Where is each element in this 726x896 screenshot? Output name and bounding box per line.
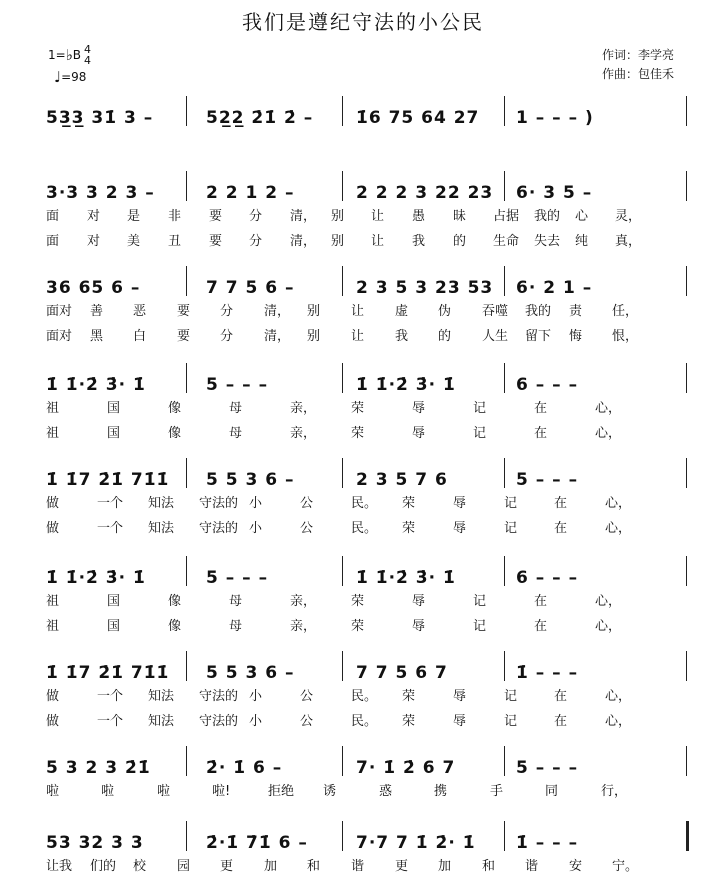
lyric-word: 小 [249, 689, 263, 704]
lyric-word: 辱 [412, 426, 426, 441]
lyric-word: 悔 [569, 329, 583, 344]
lyric-word: 非 [168, 209, 182, 224]
measure: 6 – – – [516, 568, 579, 588]
lyric-word: 记 [504, 496, 518, 511]
lyric-word: 加 [264, 859, 278, 874]
lyric-word: 愚 [412, 209, 426, 224]
lyric-word: 在 [554, 496, 568, 511]
lyric-word: 占据 [493, 209, 520, 224]
lyric-word: 丑 [168, 234, 182, 249]
lyric-word: 记 [504, 689, 518, 704]
lyric-word: 亲， [290, 401, 317, 416]
lyric-word: 让 [351, 304, 365, 319]
measure: 5 5 3 6 – [206, 470, 295, 490]
lyric-word: 在 [534, 619, 548, 634]
barline [504, 96, 505, 126]
lyric-word: 吞噬 [482, 304, 509, 319]
lyric-word: 国 [107, 594, 121, 609]
lyric-word: 面 [46, 234, 60, 249]
lyric-word: 我 [395, 329, 409, 344]
lyric-word: 母 [229, 401, 243, 416]
lyric-word: 像 [168, 619, 182, 634]
lyric-word: 让 [351, 329, 365, 344]
measure: 1̇ – – – [516, 663, 579, 683]
lyric-word: 真， [615, 234, 642, 249]
barline [686, 556, 687, 586]
lyric-word: 安 [569, 859, 583, 874]
lyric-word: 一个 [97, 521, 124, 536]
lyric-word: 辱 [453, 496, 467, 511]
barline [686, 746, 687, 776]
lyric-word: 荣 [351, 426, 365, 441]
lyric-word: 守法的 [199, 496, 239, 511]
lyric-word: 心， [605, 521, 632, 536]
lyric-word: 别 [307, 304, 321, 319]
lyric-line [46, 422, 696, 442]
lyric-line [46, 300, 696, 320]
measure: 3·3 3 2 3 – [46, 183, 155, 203]
lyric-word: 记 [473, 619, 487, 634]
lyric-word: 要 [209, 234, 223, 249]
lyric-word: 谐 [351, 859, 365, 874]
lyric-word: 谐 [525, 859, 539, 874]
lyric-word: 啦 [101, 784, 115, 799]
barline [686, 821, 689, 851]
barline [342, 96, 343, 126]
lyric-word: 公 [300, 714, 314, 729]
lyricist: 作词：李学亮 [601, 48, 674, 62]
lyric-word: 一个 [97, 714, 124, 729]
barline [186, 266, 187, 296]
measure: 1 – – – ) [516, 108, 594, 128]
barline [186, 171, 187, 201]
lyric-word: 辱 [453, 689, 467, 704]
lyric-word: 的 [453, 234, 467, 249]
measure: 5 5 3 6 – [206, 663, 295, 683]
barline [504, 171, 505, 201]
barline [342, 821, 343, 851]
barline [342, 266, 343, 296]
lyric-line [46, 517, 696, 537]
measure: 1̇ 1̇7 2̇1̇ 71̇1̇ [46, 470, 170, 490]
lyric-word: 国 [107, 426, 121, 441]
time-top: 4 [84, 43, 92, 56]
notation-line [46, 367, 696, 395]
lyric-word: 亲， [290, 619, 317, 634]
lyric-word: 让我 [46, 859, 73, 874]
measure: 1̇ 1̇7 2̇1̇ 71̇1̇ [46, 663, 170, 683]
lyric-word: 守法的 [199, 714, 239, 729]
lyric-word: 记 [473, 594, 487, 609]
quarter-note-icon: ♩ [54, 68, 62, 86]
barline [504, 821, 505, 851]
measure: 1̇6 75 64 27 [356, 108, 480, 128]
lyric-word: 一个 [97, 689, 124, 704]
lyric-word: 携 [434, 784, 448, 799]
lyric-word: 祖 [46, 594, 60, 609]
lyric-word: 亲， [290, 594, 317, 609]
lyric-word: 荣 [402, 496, 416, 511]
lyric-word: 心， [605, 496, 632, 511]
notation-line [46, 462, 696, 490]
lyric-word: 留下 [525, 329, 552, 344]
lyric-word: 惑 [379, 784, 393, 799]
barline [504, 651, 505, 681]
barline [504, 556, 505, 586]
time-signature [84, 44, 91, 66]
lyric-line [46, 230, 696, 250]
lyric-word: 清， [264, 304, 291, 319]
lyric-word: 公 [300, 496, 314, 511]
lyric-word: 分 [220, 329, 234, 344]
lyric-word: 面对 [46, 329, 73, 344]
lyric-word: 美 [127, 234, 141, 249]
barline [186, 556, 187, 586]
lyric-word: 公 [300, 689, 314, 704]
barline [686, 458, 687, 488]
lyric-word: 小 [249, 496, 263, 511]
lyric-word: 像 [168, 594, 182, 609]
lyric-word: 失去 [534, 234, 561, 249]
notation-line [46, 175, 696, 203]
lyric-word: 们的 [90, 859, 117, 874]
lyric-word: 国 [107, 401, 121, 416]
barline [342, 458, 343, 488]
measure: 52̲2̲ 2̇1̇ 2̇ – [206, 108, 314, 128]
time-bottom: 4 [84, 54, 92, 67]
lyric-word: 要 [177, 304, 191, 319]
lyric-word: 做 [46, 689, 60, 704]
lyric-word: 校 [133, 859, 147, 874]
barline [186, 458, 187, 488]
lyric-word: 昧 [453, 209, 467, 224]
lyric-word: 别 [307, 329, 321, 344]
barline [186, 96, 187, 126]
measure: 36 65 6 – [46, 278, 141, 298]
lyric-word: 做 [46, 521, 60, 536]
measure: 5 – – – [516, 470, 579, 490]
lyric-word: 记 [504, 521, 518, 536]
lyric-word: 啦 [157, 784, 171, 799]
barline [686, 96, 687, 126]
lyric-word: 要 [177, 329, 191, 344]
lyric-word: 公 [300, 521, 314, 536]
lyric-word: 母 [229, 594, 243, 609]
barline [686, 651, 687, 681]
lyric-line [46, 615, 696, 635]
lyric-word: 民。 [351, 496, 378, 511]
key-note: B [72, 48, 82, 62]
song-title: 我们是遵纪守法的小公民 [242, 10, 484, 34]
lyric-word: 知法 [148, 496, 175, 511]
lyric-word: 责 [569, 304, 583, 319]
barline [186, 746, 187, 776]
lyric-word: 知法 [148, 714, 175, 729]
lyric-word: 守法的 [199, 689, 239, 704]
measure: 1̇ 1̇·2̇ 3̇· 1̇ [356, 568, 456, 588]
lyric-word: 在 [554, 521, 568, 536]
lyric-word: 荣 [402, 714, 416, 729]
lyric-word: 更 [395, 859, 409, 874]
lyric-word: 我的 [534, 209, 561, 224]
lyric-word: 清， [290, 209, 317, 224]
lyric-word: 像 [168, 426, 182, 441]
measure: 53 32 3 3 [46, 833, 144, 853]
key-signature [48, 44, 91, 84]
lyric-word: 记 [473, 426, 487, 441]
lyric-word: 辱 [453, 714, 467, 729]
lyric-word: 手 [490, 784, 504, 799]
lyric-word: 要 [209, 209, 223, 224]
lyric-word: 行， [601, 784, 628, 799]
lyric-word: 园 [177, 859, 191, 874]
barline [686, 266, 687, 296]
tempo-value: =98 [61, 70, 87, 84]
lyric-word: 让 [371, 234, 385, 249]
lyric-word: 任， [612, 304, 639, 319]
composer: 作曲：包佳禾 [601, 67, 674, 81]
lyric-word: 荣 [351, 401, 365, 416]
lyric-word: 在 [554, 689, 568, 704]
lyric-word: 更 [220, 859, 234, 874]
lyric-word: 知法 [148, 689, 175, 704]
lyric-word: 的 [438, 329, 452, 344]
measure: 5 – – – [516, 758, 579, 778]
lyric-word: 在 [534, 426, 548, 441]
lyric-line [46, 855, 696, 875]
lyric-word: 面对 [46, 304, 73, 319]
lyric-word: 生命 [493, 234, 520, 249]
lyric-line [46, 492, 696, 512]
lyric-word: 啦! [212, 784, 231, 799]
barline [686, 363, 687, 393]
lyric-word: 母 [229, 619, 243, 634]
measure: 5 3 2 3 2̇1̇ [46, 758, 151, 778]
lyric-word: 辱 [453, 521, 467, 536]
barline [342, 746, 343, 776]
lyric-word: 亲， [290, 426, 317, 441]
measure: 2 2 1 2 – [206, 183, 295, 203]
lyric-word: 在 [554, 714, 568, 729]
measure: 7 7 5 6 7 [356, 663, 448, 683]
lyric-line [46, 685, 696, 705]
lyric-word: 拒绝 [268, 784, 295, 799]
notation-line [46, 655, 696, 683]
measure: 5 – – – [206, 568, 269, 588]
barline [186, 821, 187, 851]
lyric-word: 诱 [323, 784, 337, 799]
measure: 2̇· 1̇ 6 – [206, 758, 283, 778]
lyric-word: 心， [605, 714, 632, 729]
barline [186, 363, 187, 393]
barline [686, 171, 687, 201]
measure: 6· 2 1 – [516, 278, 593, 298]
lyric-word: 民。 [351, 521, 378, 536]
flat-symbol: ♭ [65, 46, 73, 64]
lyric-word: 辱 [412, 401, 426, 416]
barline [342, 651, 343, 681]
measure: 7·7 7 1̇ 2̇· 1̇ [356, 833, 476, 853]
lyric-word: 虚 [395, 304, 409, 319]
measure: 1̇ – – – [516, 833, 579, 853]
lyric-word: 面 [46, 209, 60, 224]
lyric-word: 心， [595, 401, 622, 416]
lyric-word: 一个 [97, 496, 124, 511]
lyric-word: 像 [168, 401, 182, 416]
lyric-word: 小 [249, 714, 263, 729]
lyric-word: 分 [249, 209, 263, 224]
lyric-word: 知法 [148, 521, 175, 536]
barline [342, 171, 343, 201]
lyric-line [46, 780, 696, 800]
barline [186, 651, 187, 681]
barline [342, 363, 343, 393]
measure: 2 2 2 3 22 23 [356, 183, 494, 203]
lyric-word: 分 [220, 304, 234, 319]
measure: 2 3 5 7 6 [356, 470, 448, 490]
lyric-word: 心， [595, 594, 622, 609]
lyric-word: 灵， [615, 209, 642, 224]
lyric-word: 记 [504, 714, 518, 729]
lyric-word: 对 [87, 209, 101, 224]
measure: 5 – – – [206, 375, 269, 395]
lyric-word: 做 [46, 496, 60, 511]
lyric-word: 心， [605, 689, 632, 704]
measure: 53̲3̲ 31̇ 3 – [46, 108, 154, 128]
lyric-word: 国 [107, 619, 121, 634]
measure: 7 7 5 6 – [206, 278, 295, 298]
barline [504, 363, 505, 393]
lyric-word: 人生 [482, 329, 509, 344]
lyric-word: 祖 [46, 401, 60, 416]
lyric-word: 啦 [46, 784, 60, 799]
lyric-word: 荣 [402, 689, 416, 704]
lyric-word: 辱 [412, 594, 426, 609]
lyric-word: 记 [473, 401, 487, 416]
lyric-word: 分 [249, 234, 263, 249]
lyric-word: 别 [331, 209, 345, 224]
measure: 6· 3 5 – [516, 183, 593, 203]
lyric-word: 清， [290, 234, 317, 249]
lyric-word: 和 [482, 859, 496, 874]
lyric-word: 祖 [46, 426, 60, 441]
lyric-line [46, 590, 696, 610]
measure: 7· 1̇ 2̇ 6 7 [356, 758, 456, 778]
lyric-line [46, 397, 696, 417]
lyric-word: 让 [371, 209, 385, 224]
lyric-word: 别 [331, 234, 345, 249]
lyric-line [46, 710, 696, 730]
measure: 6 – – – [516, 375, 579, 395]
lyric-word: 辱 [412, 619, 426, 634]
barline [504, 458, 505, 488]
lyric-word: 和 [307, 859, 321, 874]
lyric-word: 民。 [351, 689, 378, 704]
lyric-word: 宁。 [612, 859, 639, 874]
lyric-word: 对 [87, 234, 101, 249]
measure: 2̇·1̇ 7̇1̇ 6 – [206, 833, 308, 853]
lyric-word: 心， [595, 619, 622, 634]
measure: 1̇ 1̇·2̇ 3̇· 1̇ [46, 375, 146, 395]
lyric-line [46, 325, 696, 345]
lyric-word: 纯 [575, 234, 589, 249]
lyric-word: 是 [127, 209, 141, 224]
notation-line [46, 100, 696, 128]
lyric-word: 善 [90, 304, 104, 319]
notation-line [46, 750, 696, 778]
lyric-word: 祖 [46, 619, 60, 634]
barline [504, 746, 505, 776]
lyric-word: 在 [534, 594, 548, 609]
measure: 2 3 5 3 23 53 [356, 278, 494, 298]
lyric-word: 心， [595, 426, 622, 441]
lyric-word: 荣 [402, 521, 416, 536]
lyric-word: 同 [545, 784, 559, 799]
credits [602, 46, 674, 84]
lyric-line [46, 205, 696, 225]
lyric-word: 荣 [351, 594, 365, 609]
lyric-word: 白 [133, 329, 147, 344]
lyric-word: 母 [229, 426, 243, 441]
measure: 1̇ 1̇·2̇ 3̇· 1̇ [46, 568, 146, 588]
lyric-word: 心 [575, 209, 589, 224]
lyric-word: 民。 [351, 714, 378, 729]
lyric-word: 守法的 [199, 521, 239, 536]
lyric-word: 我的 [525, 304, 552, 319]
measure: 1̇ 1̇·2̇ 3̇· 1̇ [356, 375, 456, 395]
notation-line [46, 825, 696, 853]
barline [342, 556, 343, 586]
lyric-word: 恶 [133, 304, 147, 319]
lyric-word: 加 [438, 859, 452, 874]
lyric-word: 恨， [612, 329, 639, 344]
lyric-word: 清， [264, 329, 291, 344]
lyric-word: 我 [412, 234, 426, 249]
lyric-word: 黑 [90, 329, 104, 344]
lyric-word: 在 [534, 401, 548, 416]
lyric-word: 伪 [438, 304, 452, 319]
notation-line [46, 270, 696, 298]
key-prefix: 1= [48, 48, 66, 62]
notation-line [46, 560, 696, 588]
lyric-word: 做 [46, 714, 60, 729]
lyric-word: 荣 [351, 619, 365, 634]
barline [504, 266, 505, 296]
lyric-word: 小 [249, 521, 263, 536]
